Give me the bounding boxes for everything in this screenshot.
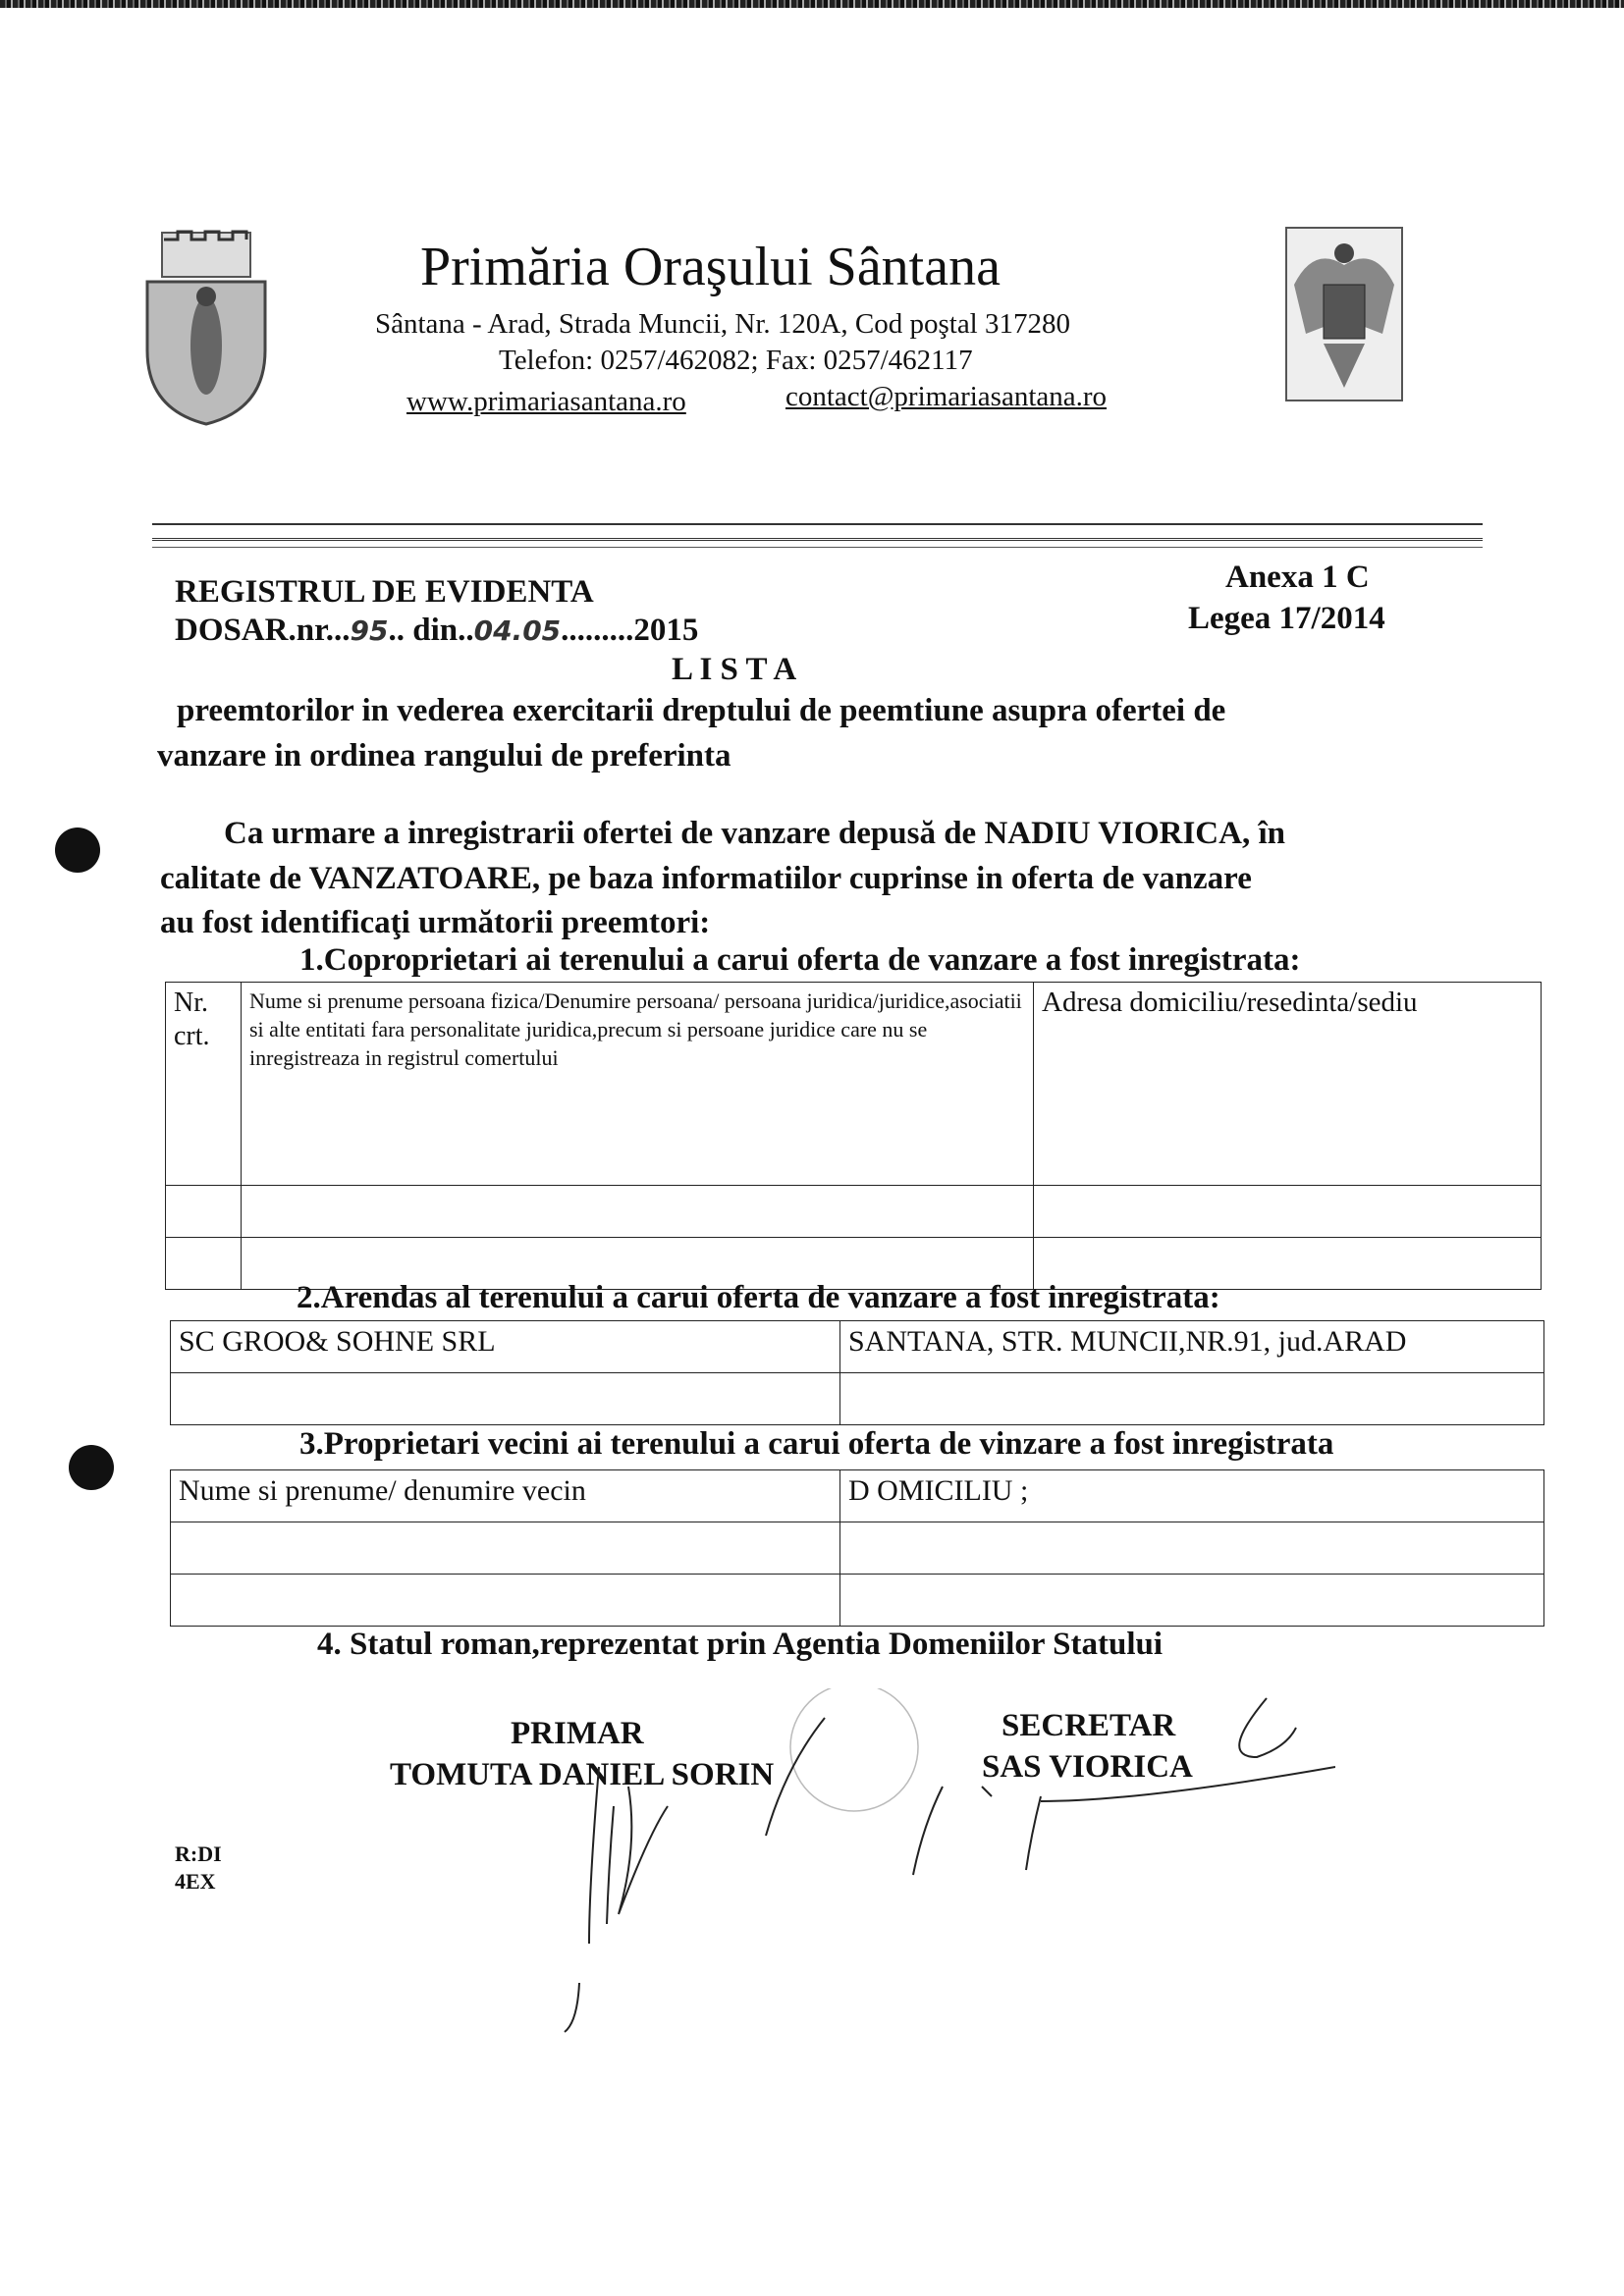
punch-hole — [55, 828, 100, 873]
annex-label: Anexa 1 C — [1225, 560, 1370, 595]
table-row — [171, 1321, 1544, 1373]
tenant-name: SC GROO& SOHNE SRL — [171, 1321, 840, 1373]
tenant-address: SANTANA, STR. MUNCII,NR.91, jud.ARAD — [840, 1321, 1544, 1373]
section4-text: 4. Statul roman,reprezentat prin Agentia Domeniilor Statului — [317, 1627, 1164, 1662]
phone-line: Telefon: 0257/462082; Fax: 0257/462117 — [499, 345, 973, 376]
separator-line — [152, 538, 1483, 541]
list-title: L I S T A — [672, 652, 797, 687]
registry-label: REGISTRUL DE EVIDENTA — [175, 574, 594, 610]
dosar-number: 95 — [350, 614, 389, 647]
coowners-table — [165, 982, 1542, 1290]
section1-heading: 1.Coproprietari ai terenului a carui oferta de vanzare a fost inregistrata: — [299, 942, 1301, 978]
list-subtitle-2: vanzare in ordinea rangului de preferinta — [157, 738, 731, 774]
intro-line-2: calitate de VANZATOARE, pe baza informatiilor cuprinse in oferta de vanzare — [160, 861, 1252, 896]
copies-code: 4EX — [175, 1869, 216, 1894]
list-subtitle-1: preemtorilor in vederea exercitarii dreptului de peemtiune asupra ofertei de — [177, 693, 1226, 728]
punch-hole — [69, 1445, 114, 1490]
separator-line — [152, 523, 1483, 525]
dosar-line: DOSAR.nr...95.. din..04.05.........2015 — [175, 613, 699, 648]
dosar-date: 04.05 — [473, 614, 562, 647]
secretary-title: SECRETAR — [1001, 1708, 1176, 1743]
reference-code: R:DI — [175, 1842, 222, 1866]
website-link[interactable]: www.primariasantana.ro — [406, 386, 686, 417]
law-label: Legea 17/2014 — [1188, 601, 1385, 636]
intro-line-1: Ca urmare a inregistrarii ofertei de vanzare depusă de NADIU VIORICA, în — [224, 816, 1285, 851]
separator-line — [152, 547, 1483, 548]
table-row — [171, 1575, 1544, 1627]
col-nr-header: Nr. crt. — [166, 983, 242, 1186]
table-row — [171, 1522, 1544, 1575]
secretary-name: SAS VIORICA — [982, 1749, 1193, 1785]
town-coat-of-arms-icon — [142, 228, 270, 429]
neighbor-address-header: D OMICILIU ; — [840, 1470, 1544, 1522]
table-row — [166, 1186, 1542, 1238]
col-address-header: Adresa domiciliu/resedinta/sediu — [1034, 983, 1542, 1186]
national-coat-of-arms-icon — [1284, 226, 1404, 402]
table-header-row — [171, 1470, 1544, 1522]
section3-heading: 3.Proprietari vecini ai terenului a carui oferta de vinzare a fost inregistrata — [299, 1426, 1334, 1462]
neighbor-name-header: Nume si prenume/ denumire vecin — [171, 1470, 840, 1522]
institution-title: Primăria Oraşului Sântana — [420, 237, 1001, 297]
handwritten-signatures — [530, 1688, 1335, 2052]
neighbors-table — [170, 1469, 1544, 1627]
table-header-row — [166, 983, 1542, 1186]
table-row — [171, 1373, 1544, 1425]
col-name-header: Nume si prenume persoana fizica/Denumire persoana/ persoana juridica/juridice,asociatii si alte entitati fara personalitate juridica,precum si persoane juridice care nu se inregistreaza in registrul comertului — [242, 983, 1034, 1186]
email-link[interactable]: contact@primariasantana.ro — [785, 381, 1108, 412]
mayor-title: PRIMAR — [511, 1716, 644, 1751]
scan-edge — [0, 0, 1624, 8]
tenant-table — [170, 1320, 1544, 1425]
address-line: Sântana - Arad, Strada Muncii, Nr. 120A, Cod poştal 317280 — [375, 308, 1070, 340]
mayor-name: TOMUTA DANIEL SORIN — [390, 1757, 775, 1792]
intro-line-3: au fost identificaţi următorii preemtori: — [160, 905, 711, 940]
section2-heading: 2.Arendas al terenului a carui oferta de vanzare a fost inregistrata: — [297, 1280, 1220, 1315]
